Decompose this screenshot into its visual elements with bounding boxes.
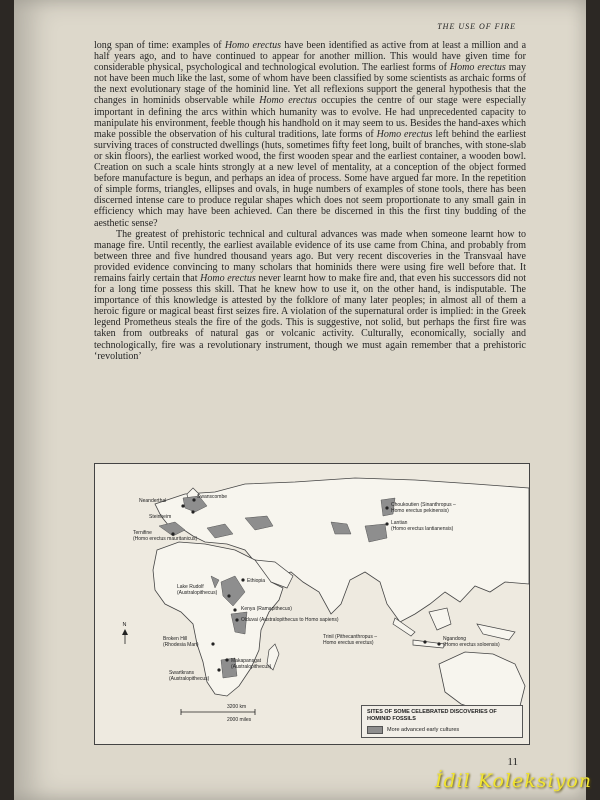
italic-term: Homo erectus — [200, 272, 256, 284]
label-line: Homo erectus pekinensis) — [391, 508, 449, 514]
hominid-map — [94, 463, 530, 745]
label-line: Steinheim — [149, 514, 172, 520]
site-marker-lantian — [385, 522, 388, 525]
label-kenya — [241, 606, 292, 612]
label-line: (Australopithecus) — [177, 590, 218, 596]
label-choukoutien — [391, 502, 456, 514]
label-steinheim — [149, 514, 171, 520]
italic-term: Homo erectus — [376, 128, 433, 140]
site-marker-ngandong — [437, 642, 440, 645]
label-line: (Australopithecus) — [231, 664, 272, 670]
text-run: The greatest of prehistoric technical and cultural advances was made when someone learnt how to manage fire. Until recently, the earliest available evidence of its use came from China, and probably from between three and five hundred thousand years ago. But very recent discoveries in the Transvaal have provided evidence convincing to many scholars that hominids there were using fire well before that. It remains fairly certain that — [94, 228, 526, 284]
book-page — [14, 0, 586, 800]
site-marker-steinheim — [191, 510, 194, 513]
legend-swatch-label: More advanced early cultures — [387, 727, 460, 733]
italic-term: Homo erectus — [259, 95, 317, 107]
site-marker-trinil — [423, 640, 426, 643]
scale-miles: 2000 miles — [227, 717, 252, 723]
site-marker-olduvai — [235, 618, 238, 621]
label-swanscombe — [197, 494, 227, 500]
italic-term: Homo erectus — [224, 40, 282, 51]
label-line: Choukoutien (Sinanthropus – — [391, 502, 456, 508]
page-number: 11 — [507, 756, 518, 768]
label-line: Neanderthal — [139, 498, 167, 504]
site-marker-lake-rudolf — [227, 594, 230, 597]
scale-km: 3200 km — [227, 704, 247, 710]
running-header: THE USE OF FIRE — [437, 22, 516, 31]
legend-row — [367, 726, 517, 734]
label-line: Ngandong — [443, 636, 467, 642]
label-line: Ternifine — [133, 530, 152, 536]
label-line: Makapansgat — [231, 658, 262, 664]
legend-swatch — [367, 726, 383, 734]
label-line: (Australopithecus) — [169, 676, 210, 682]
paragraph-2 — [94, 229, 526, 362]
text-run: have been identified as active from at least a million and a half years ago, and to have continued to appear for another million. This would have given time for considerable physical, psychological and technological evolution. The earliest forms of — [94, 40, 527, 74]
site-marker-ethiopia — [241, 578, 244, 581]
label-line: Swartkrans — [169, 670, 195, 676]
site-marker-broken-hill — [211, 642, 214, 645]
site-marker-swartkrans — [217, 668, 220, 671]
map-legend — [361, 705, 523, 738]
text-run: left behind the earliest surviving traces of constructed dwellings (huts, sometimes fifty feet long, built of branches, with stone-slab or skin floors), the earliest worked wood, the first wooden spear and the earliest container, a wooden bowl. Creation on such a scale hints strongly at a new level of mentality, at a conception of the object formed before manufacture is begun, and perhaps an idea of process. Some have argued far more. In the repetition of simple forms, triangles, ellipses and ovals, in huge numbers of examples of stone tools, there has been discerned intense care to produce regular shapes which does not seem proportionate to any small gain in efficiency which may have been achieved. Can there be discerned in this the first tiny budding of the aesthetic sense? — [94, 128, 526, 229]
label-olduvai — [241, 617, 339, 623]
label-line: Kenya (Ramapithecus) — [241, 606, 292, 612]
label-line: (Rhodesia Man) — [163, 642, 199, 648]
text-run: occupies the centre of our stage were especially important in defining the arcs within which humanity was to evolve. He had unprecedented capacity to manipulate his environment, feeble though his handhold on it may seem to us. Besides the hand-axes which make possible the observation of his cultural traditions, late forms of — [94, 95, 526, 140]
legend-title: SITES OF SOME CELEBRATED DISCOVERIES OF HOMINID FOSSILS — [367, 709, 497, 722]
label-neanderthal — [139, 498, 166, 504]
text-run: may not have been much like the last, some of whom have been classified by some scientists as archaic forms of the next evolutionary stage of the hominid line. Yet all reflexions support the general hypothesis that the changes in hominids observable while — [94, 62, 526, 107]
label-line: Ethiopia — [247, 578, 266, 584]
paragraph-1 — [94, 40, 526, 229]
site-marker-kenya — [233, 608, 236, 611]
body-text — [94, 40, 526, 362]
label-line: (Homo erectus lantianensis) — [391, 526, 454, 532]
label-line: Lantian — [391, 520, 408, 526]
site-marker-swanscombe — [192, 498, 195, 501]
label-line: Swanscombe — [197, 494, 228, 500]
label-line: (Homo erectus soloensis) — [443, 642, 500, 648]
map-svg — [95, 464, 529, 744]
label-line: Lake Rudolf — [177, 584, 204, 590]
text-run: long span of time: examples of — [94, 40, 225, 51]
italic-term: Homo erectus — [449, 62, 506, 74]
text-run: never learnt how to make fire and, that even his successors did not for a long time possess this skill. That he knew how to use it, on the other hand, is indisputable. The importance of this knowledge is attested by the folklore of many later peoples; in almost all of them a heroic figure or magical beast first seizes fire. A violation of the supernatural order is implied: in the Greek legend Prometheus steals the fire of the gods. This is suggestive, not solid, but perhaps the first fire was taken from outbreaks of natural gas or volcanic activity. Culturally, economically, socially and technologically, fire was a revolutionary instrument, though we must again remember that a prehistoric ‘revolution’ — [94, 272, 526, 362]
label-trinil — [323, 634, 377, 646]
label-line: Broken Hill — [163, 636, 188, 642]
label-line: Olduvai (Australopithecus to Homo sapiens) — [241, 617, 339, 623]
site-marker-makapansgat — [225, 658, 228, 661]
watermark: İdil Koleksiyon — [434, 770, 592, 792]
label-line: (Homo erectus mauritanicus) — [133, 536, 198, 542]
label-line: Trinil (Pithecanthropus – — [323, 634, 378, 640]
north-label: N — [122, 622, 127, 628]
label-ethiopia — [247, 578, 265, 584]
site-marker-neanderthal — [181, 504, 184, 507]
label-line: Homo erectus erectus) — [323, 640, 374, 646]
site-marker-choukoutien — [385, 506, 388, 509]
